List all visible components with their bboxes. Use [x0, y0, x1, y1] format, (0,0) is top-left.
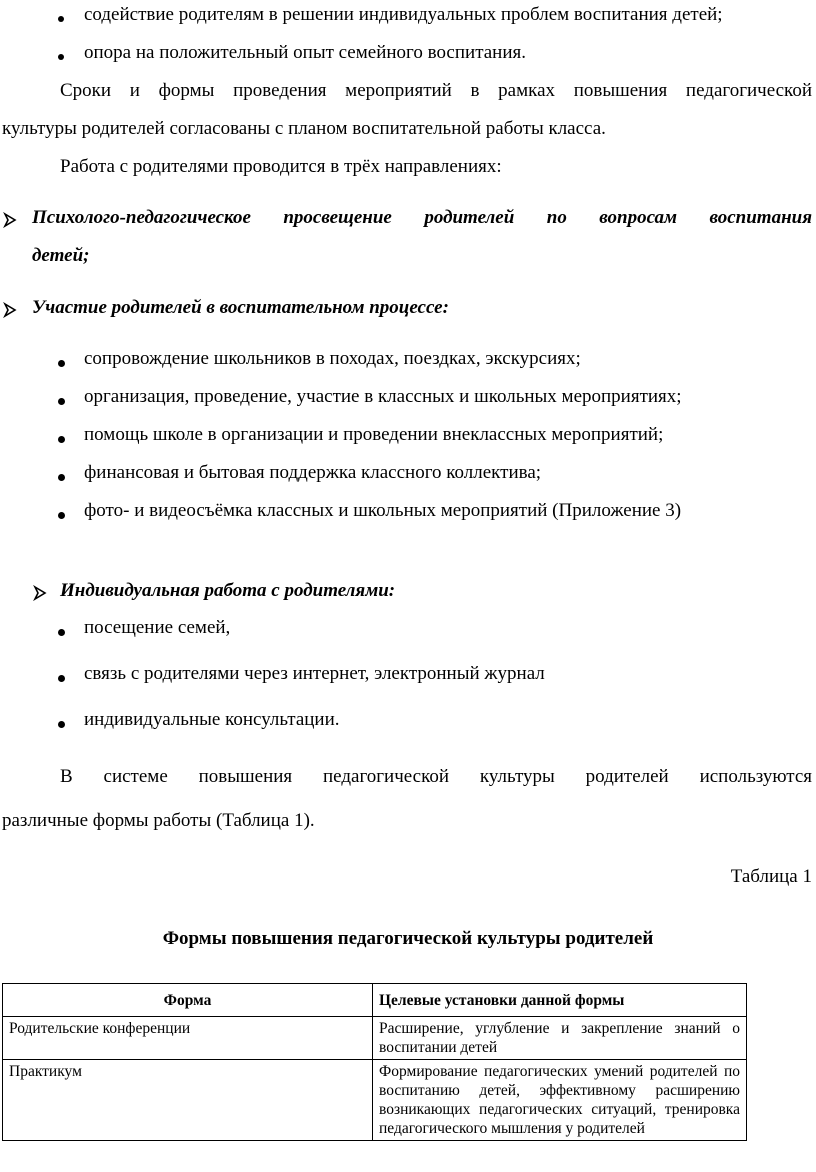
paragraph-line: В системе повышения педагогической культуры родителей используются — [60, 766, 812, 787]
list-item: организация, проведение, участие в классных и школьных мероприятиях; — [84, 386, 682, 407]
bullet-icon — [58, 398, 65, 405]
header-cell-form: Форма — [3, 984, 373, 1017]
table-title: Формы повышения педагогической культуры родителей — [162, 928, 654, 949]
list-item: фото- и видеосъёмка классных и школьных мероприятий (Приложение 3) — [84, 500, 682, 521]
arrow-bullet-icon — [2, 212, 18, 228]
bullet-icon — [58, 16, 64, 22]
bullet-icon — [58, 629, 65, 636]
list-item: помощь школе в организации и проведении внеклассных мероприятий; — [84, 424, 664, 445]
bullet-icon — [58, 436, 65, 443]
list-item: финансовая и бытовая поддержка классного коллектива; — [84, 462, 542, 483]
paragraph-line: различные формы работы (Таблица 1). — [2, 810, 315, 831]
bullet-icon — [58, 512, 65, 519]
table-caption: Таблица 1 — [730, 866, 812, 887]
paragraph-line: культуры родителей согласованы с планом воспитательной работы класса. — [2, 118, 606, 139]
bullet-icon — [58, 675, 65, 682]
forms-table — [2, 983, 747, 1141]
header-cell-goal: Целевые установки данной формы — [373, 984, 747, 1017]
table-row — [3, 1017, 747, 1060]
goal-cell: Расширение, углубление и закрепление знаний о воспитании детей — [373, 1017, 747, 1060]
form-cell: Практикум — [3, 1060, 373, 1141]
paragraph-line: Сроки и формы проведения мероприятий в рамках повышения педагогической — [60, 80, 812, 101]
direction-heading: Индивидуальная работа с родителями: — [60, 580, 396, 601]
paragraph: Работа с родителями проводится в трёх направлениях: — [60, 156, 502, 177]
direction-heading: детей; — [32, 245, 90, 266]
arrow-bullet-icon — [32, 585, 48, 601]
direction-heading: Участие родителей в воспитательном процессе: — [32, 297, 449, 318]
bullet-icon — [58, 54, 64, 60]
list-item: сопровождение школьников в походах, поездках, экскурсиях; — [84, 348, 581, 369]
form-cell: Родительские конференции — [3, 1017, 373, 1060]
table-row — [3, 1060, 747, 1141]
direction-heading: Психолого-педагогическое просвещение родителей по вопросам воспитания — [32, 207, 812, 228]
list-item: посещение семей, — [84, 617, 231, 638]
arrow-bullet-icon — [2, 302, 18, 318]
bullet-icon — [58, 360, 65, 367]
list-item: индивидуальные консультации. — [84, 709, 340, 730]
list-item: содействие родителям в решении индивидуальных проблем воспитания детей; — [84, 4, 723, 25]
goal-cell: Формирование педагогических умений родителей по воспитанию детей, эффективному расширению возникающих педагогических ситуаций, тренировка педагогического мышления у родителей — [373, 1060, 747, 1141]
bullet-icon — [58, 721, 65, 728]
list-item: опора на положительный опыт семейного воспитания. — [84, 42, 526, 63]
list-item: связь с родителями через интернет, электронный журнал — [84, 663, 545, 684]
table-header-row — [3, 984, 747, 1017]
bullet-icon — [58, 474, 65, 481]
